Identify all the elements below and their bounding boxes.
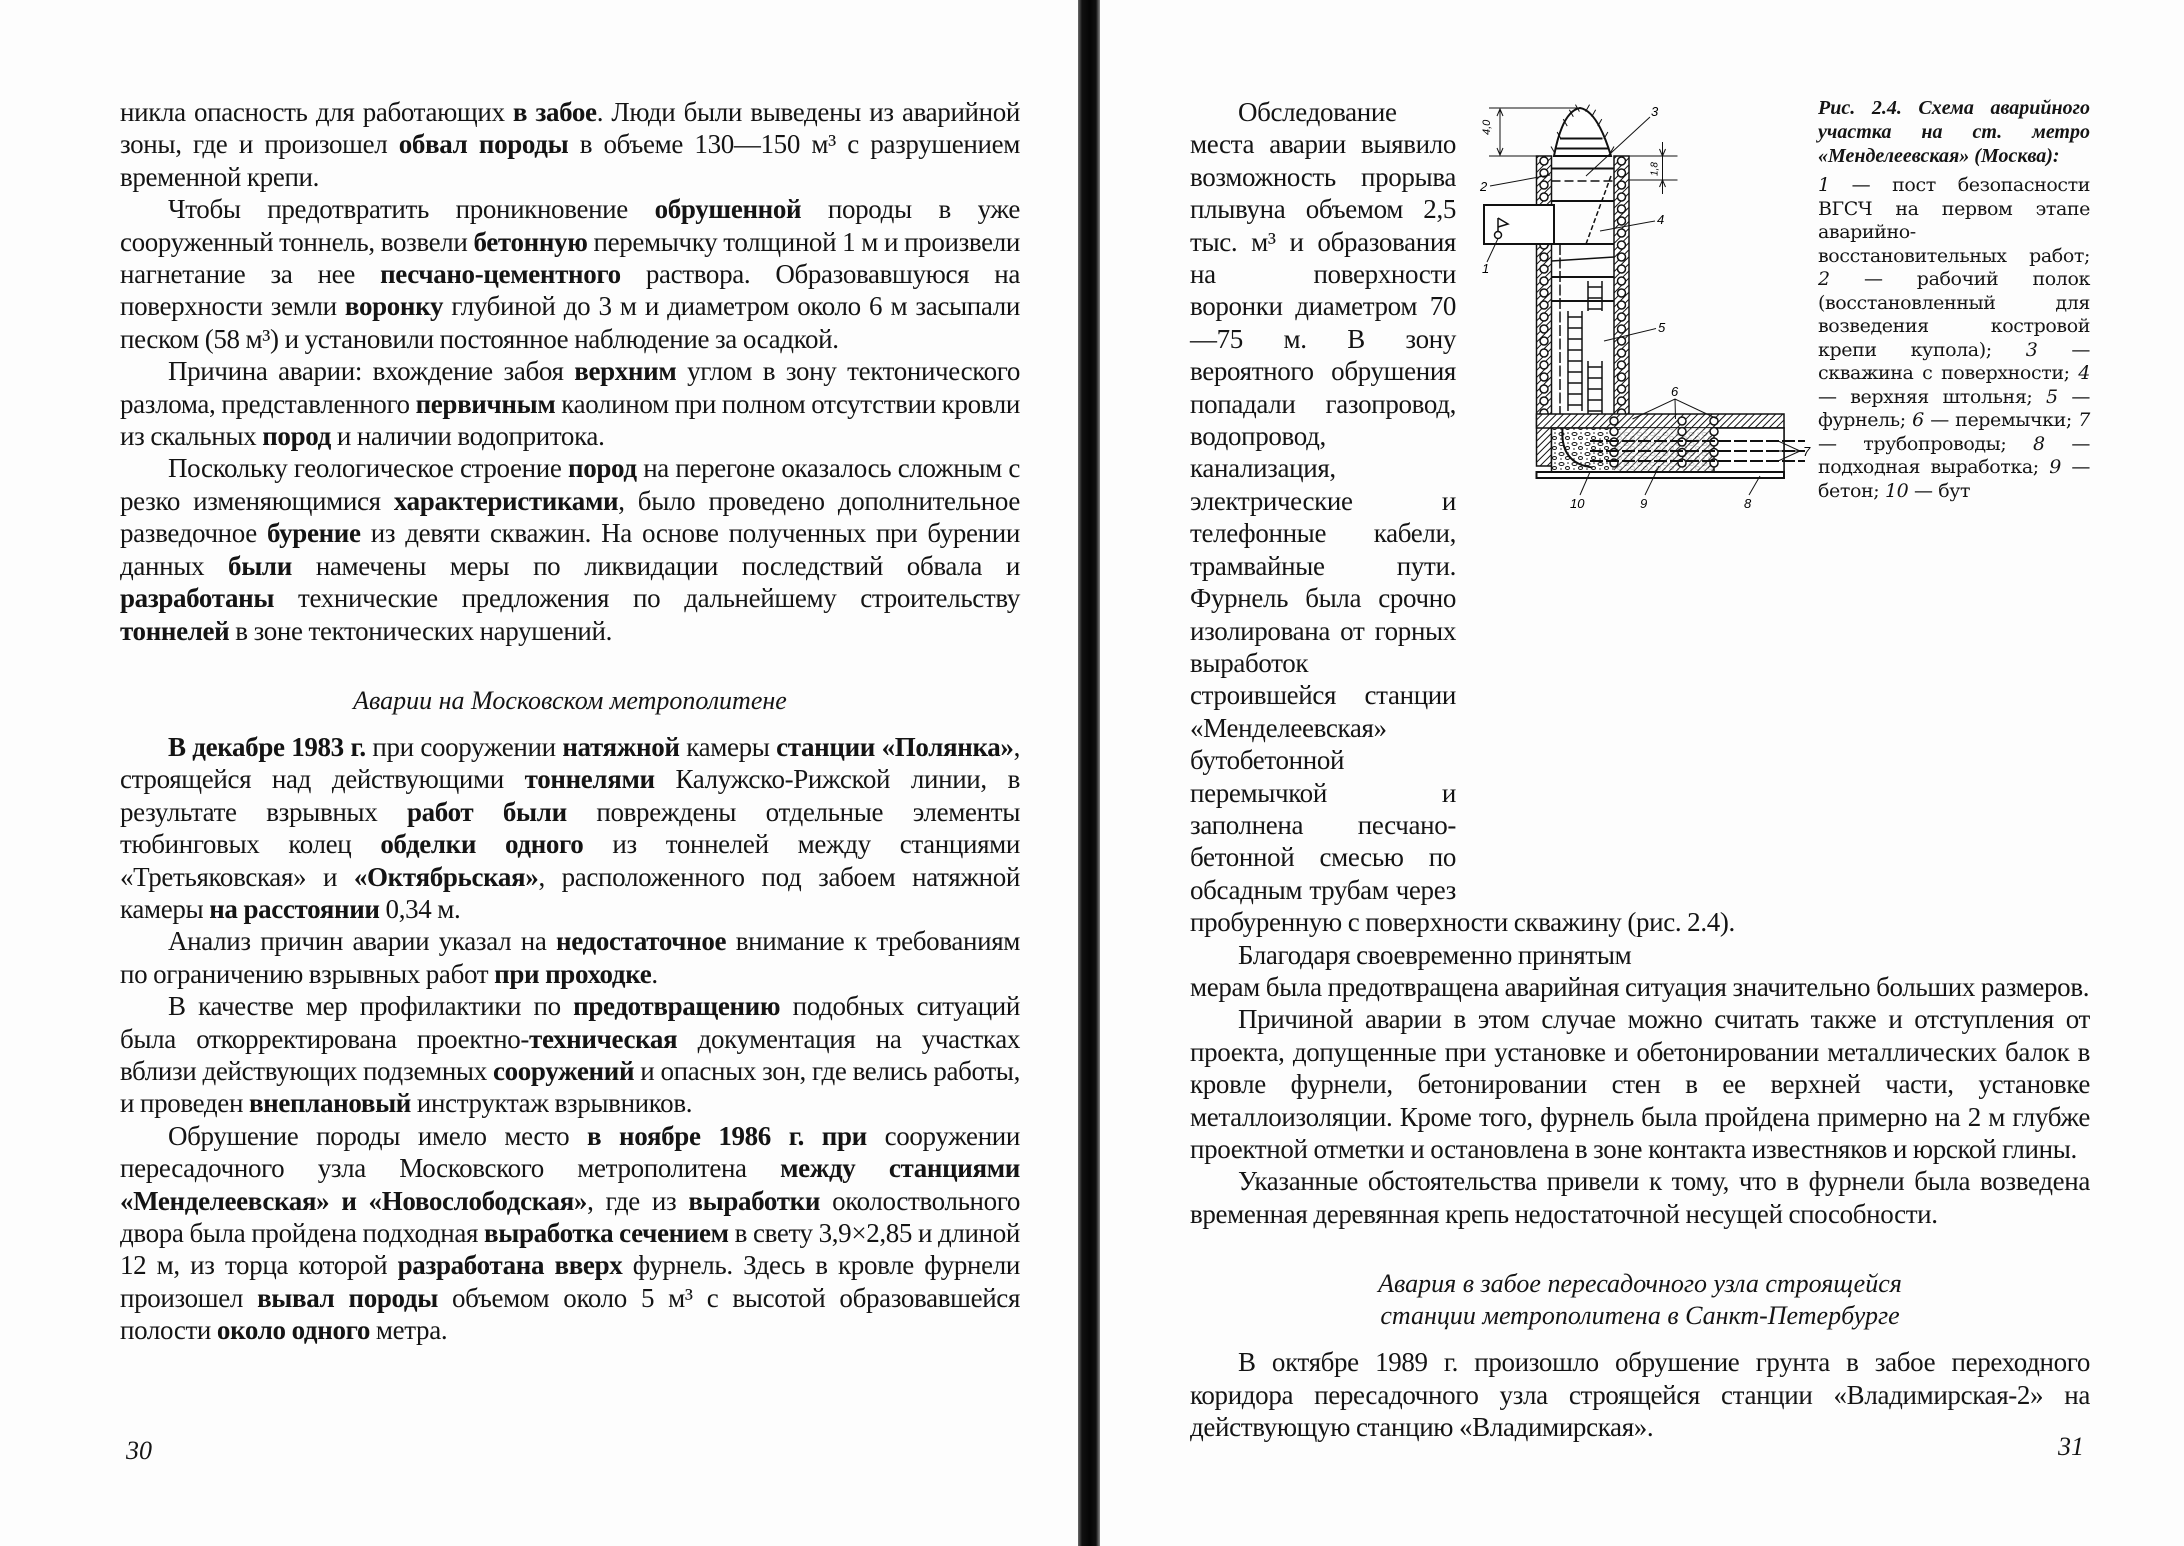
- wall-ring: [1618, 385, 1626, 393]
- right-after-paragraph: Указанные обстоятельства привели к тому, что в фурнели была возведена временная деревянная крепь недостаточной несущей способности.: [1190, 1166, 2090, 1229]
- wall-ring: [1618, 157, 1626, 165]
- figure-label-2: 2: [1480, 179, 1488, 194]
- dim-1-8-label: 1,8: [1649, 162, 1661, 176]
- wall-ring: [1540, 253, 1548, 261]
- left-top-paragraph: никла опасность для работающих в забое. Люди были выведены из аварийной зоны, где и произошел обвал породы в объеме 130—150 м³ с разрушением временной крепи.: [120, 97, 1020, 192]
- left-top-paragraph: Чтобы предотвратить проникновение обрушенной породы в уже сооруженный тоннель, возвели бетонную перемычку толщиной 1 м и произвели нагнетание за нее песчано-цементного раствора. Образовавшуюся на поверхности земли воронку глубиной до 3 м и диаметром около 6 м засыпали песком (58 м³) и установили постоянное наблюдение за осадкой.: [120, 194, 1021, 354]
- left-top-paragraph: Причина аварии: вхождение забоя верхним углом в зону тектонического разлома, представленного первичным каолином при полном отсутствии кровли из скальных пород и наличии водопритока.: [120, 356, 1020, 452]
- bulkhead-ring: [1610, 449, 1618, 457]
- section-heading-spb-2: станции метрополитена в Санкт-Петербурге: [1380, 1301, 1900, 1331]
- figure-label-8: 8: [1744, 496, 1752, 511]
- left-bottom-paragraph: Анализ причин аварии указал на недостаточное внимание к требованиям по ограничению взрывных работ при проходке.: [120, 926, 1020, 989]
- spacer: [1190, 1230, 2090, 1268]
- wall-ring: [1618, 265, 1626, 273]
- wall-ring: [1618, 289, 1626, 297]
- spacer: [1190, 1332, 2090, 1346]
- bulkhead-ring: [1610, 417, 1618, 425]
- bulkhead-ring: [1678, 449, 1686, 457]
- figure-label-1: 1: [1482, 261, 1490, 276]
- wall-ring: [1540, 397, 1548, 405]
- page-number-right: 31: [2058, 1432, 2084, 1461]
- left-bottom-paragraph: Обрушение породы имело место в ноябре 1986 г. при сооружении пересадочного узла Московского метрополитена между станциями «Менделеевская» и «Новослободская», где из выработки околоствольного двора была пройдена подходная выработка сечением в свету 3,9×2,85 и длиной 12 м, из торца которой разработана вверх фурнель. Здесь в кровле фурнели произошел вывал породы объемом около 5 м³ с высотой образовавшейся полости около одного метра.: [120, 1120, 1021, 1346]
- wall-ring: [1540, 373, 1548, 381]
- figure-caption: [1818, 96, 2090, 503]
- left-top-paragraph: Поскольку геологическое строение пород на перегоне оказалось сложным с резко изменяющимися характеристиками, было проведено дополнительное разведочное бурение из девяти скважин. На основе полученных при бурении данных были намечены меры по ликвидации последствий обвала и разработаны технические предложения по дальнейшему строительству тоннелей в зоне тектонических нарушений.: [120, 453, 1021, 646]
- wall-ring: [1618, 217, 1626, 225]
- wall-ring: [1540, 265, 1548, 273]
- right-narrow-paragraph: Обследование места аварии выявило возможность прорыва плывуна объемом 2,5 тыс. м³ и образования на поверхности воронки диаметром 70—75 м. В зону вероятного обрушения попадали газопровод, водопровод, канализация, электрические и телефонные кабели, трамвайные пути. Фурнель была срочно изолирована от горных выработок строившейся станции «Менделеевская» бутобетонной перемычкой и заполнена песчано-бетонной смесью по обсадным трубам через пробуренную с поверхности скважину (рис. 2.4).: [1190, 97, 1735, 938]
- drift-top-wall: [1537, 414, 1785, 428]
- left-bottom-paragraph: В качестве мер профилактики по предотвращению подобных ситуаций была откорректирована проектно-техническая документация на участках вблизи действующих подземных сооружений и опасных зон, где велись работы, и проведен внеплановый инструктаж взрывников.: [120, 991, 1021, 1119]
- figure-label-9: 9: [1640, 496, 1648, 511]
- section-heading-moscow: Аварии на Московском метрополитене: [353, 685, 787, 715]
- left-page: [0, 0, 1078, 1546]
- wall-ring: [1540, 349, 1548, 357]
- bulkhead-ring: [1678, 428, 1686, 436]
- wall-ring: [1618, 169, 1626, 177]
- wall-ring: [1618, 337, 1626, 345]
- rock-tick: [1592, 110, 1596, 117]
- wall-ring: [1618, 193, 1626, 201]
- left-text-flow: [120, 96, 1020, 1347]
- wall-ring: [1540, 361, 1548, 369]
- narrow-continuation: Благодаря своевременно принятым: [1238, 939, 1632, 970]
- figure-drawing: [1479, 104, 1811, 511]
- wall-ring: [1540, 181, 1548, 189]
- book-gutter: [1078, 0, 1100, 1546]
- continuation-line: мерам была предотвращена аварийная ситуация значительно больших размеров.: [1190, 971, 2090, 1002]
- wall-ring: [1618, 229, 1626, 237]
- wall-ring: [1540, 313, 1548, 321]
- borehole-line: [1586, 176, 1611, 244]
- right-final-text: [1190, 1346, 2090, 1443]
- floor-3: [1552, 257, 1615, 261]
- figure-label-7: 7: [1803, 444, 1811, 459]
- spacer: [120, 717, 1020, 731]
- wall-ring: [1540, 193, 1548, 201]
- wall-ring: [1618, 349, 1626, 357]
- figure-2-4: [1470, 96, 1820, 896]
- caption-body: 1 — пост безопасности ВГСЧ на первом этапе аварийно-восстановительных работ; 2 — рабочий полок (восстановленный для возведения костровой крепи купола); 3 — скважина с поверхности; 4 — верхняя штольня; 5 — фурнель; 6 — перемычки; 7 — трубопроводы; 8 — подходная выработка; 9 — бетон; 10 — бут: [1818, 174, 2090, 502]
- wall-ring: [1618, 313, 1626, 321]
- wall-ring: [1618, 241, 1626, 249]
- caption-title: Рис. 2.4. Схема аварийного участка на ст. метро «Менделеевская» (Москва):: [1818, 97, 2090, 167]
- wall-ring: [1618, 325, 1626, 333]
- figure-label-3: 3: [1651, 104, 1659, 119]
- wall-ring: [1618, 301, 1626, 309]
- wall-ring: [1618, 277, 1626, 285]
- section-heading-spb-1: Авария в забое пересадочного узла строящейся: [1378, 1269, 1902, 1299]
- safety-post-box: [1484, 205, 1554, 244]
- spacer: [120, 647, 1020, 685]
- wall-ring: [1540, 385, 1548, 393]
- right-after-text: [1190, 1003, 2090, 1230]
- wall-ring: [1540, 301, 1548, 309]
- wall-ring: [1618, 181, 1626, 189]
- left-top-text: [120, 96, 1020, 647]
- wall-ring: [1618, 373, 1626, 381]
- figure-label-6: 6: [1671, 384, 1679, 399]
- safety-post-marker: [1495, 232, 1502, 239]
- figure-label-4: 4: [1657, 212, 1665, 227]
- wall-ring: [1540, 277, 1548, 285]
- left-bottom-text: [120, 731, 1020, 1347]
- figure-with-caption: [1470, 96, 2090, 896]
- wall-ring: [1618, 253, 1626, 261]
- page-number-left: 30: [126, 1436, 152, 1465]
- wall-ring: [1618, 361, 1626, 369]
- wall-ring: [1618, 397, 1626, 405]
- wall-ring: [1540, 337, 1548, 345]
- left-bottom-paragraph: В декабре 1983 г. при сооружении натяжной камеры станции «Полянка», строящейся над действующими тоннелями Калужско-Рижской линии, в результате взрывных работ были повреждены отдельные элементы тюбинговых колец обделки одного из тоннелей между станциями «Третьяковская» и «Октябрьская», расположенного под забоем натяжной камеры на расстоянии 0,34 м.: [120, 731, 1020, 924]
- leader-5: [1604, 329, 1656, 342]
- drift-floor: [1537, 472, 1785, 478]
- figure-label-10: 10: [1570, 496, 1585, 511]
- dim-4-0-label: 4,0: [1481, 119, 1493, 135]
- right-final-paragraph: В октябре 1989 г. произошло обрушение грунта в забое переходного коридора пересадочного узла строящейся станции «Владимирская-2» на действующую станцию «Владимирская».: [1190, 1347, 2090, 1443]
- right-text-flow: [1190, 96, 2090, 1443]
- bulkhead-ring: [1710, 449, 1718, 457]
- wall-ring: [1540, 157, 1548, 165]
- wall-ring: [1618, 205, 1626, 213]
- bulkhead-ring: [1610, 428, 1618, 436]
- figure-label-5: 5: [1658, 320, 1666, 335]
- wall-ring: [1540, 325, 1548, 333]
- bulkhead-ring: [1678, 417, 1686, 425]
- wall-ring: [1540, 289, 1548, 297]
- right-page: [1100, 0, 2184, 1546]
- bulkhead-ring: [1710, 428, 1718, 436]
- right-after-paragraph: Причиной аварии в этом случае можно считать также и отступления от проекта, допущенные при установке и обетонировании металлических балок в кровле фурнели, бетонировании стен в ее верхней части, установке металлоизоляции. Кроме того, фурнель была пройдена примерно на 2 м глубже проектной отметки и остановлена в зоне контакта известняков и юрской глины.: [1190, 1004, 2090, 1164]
